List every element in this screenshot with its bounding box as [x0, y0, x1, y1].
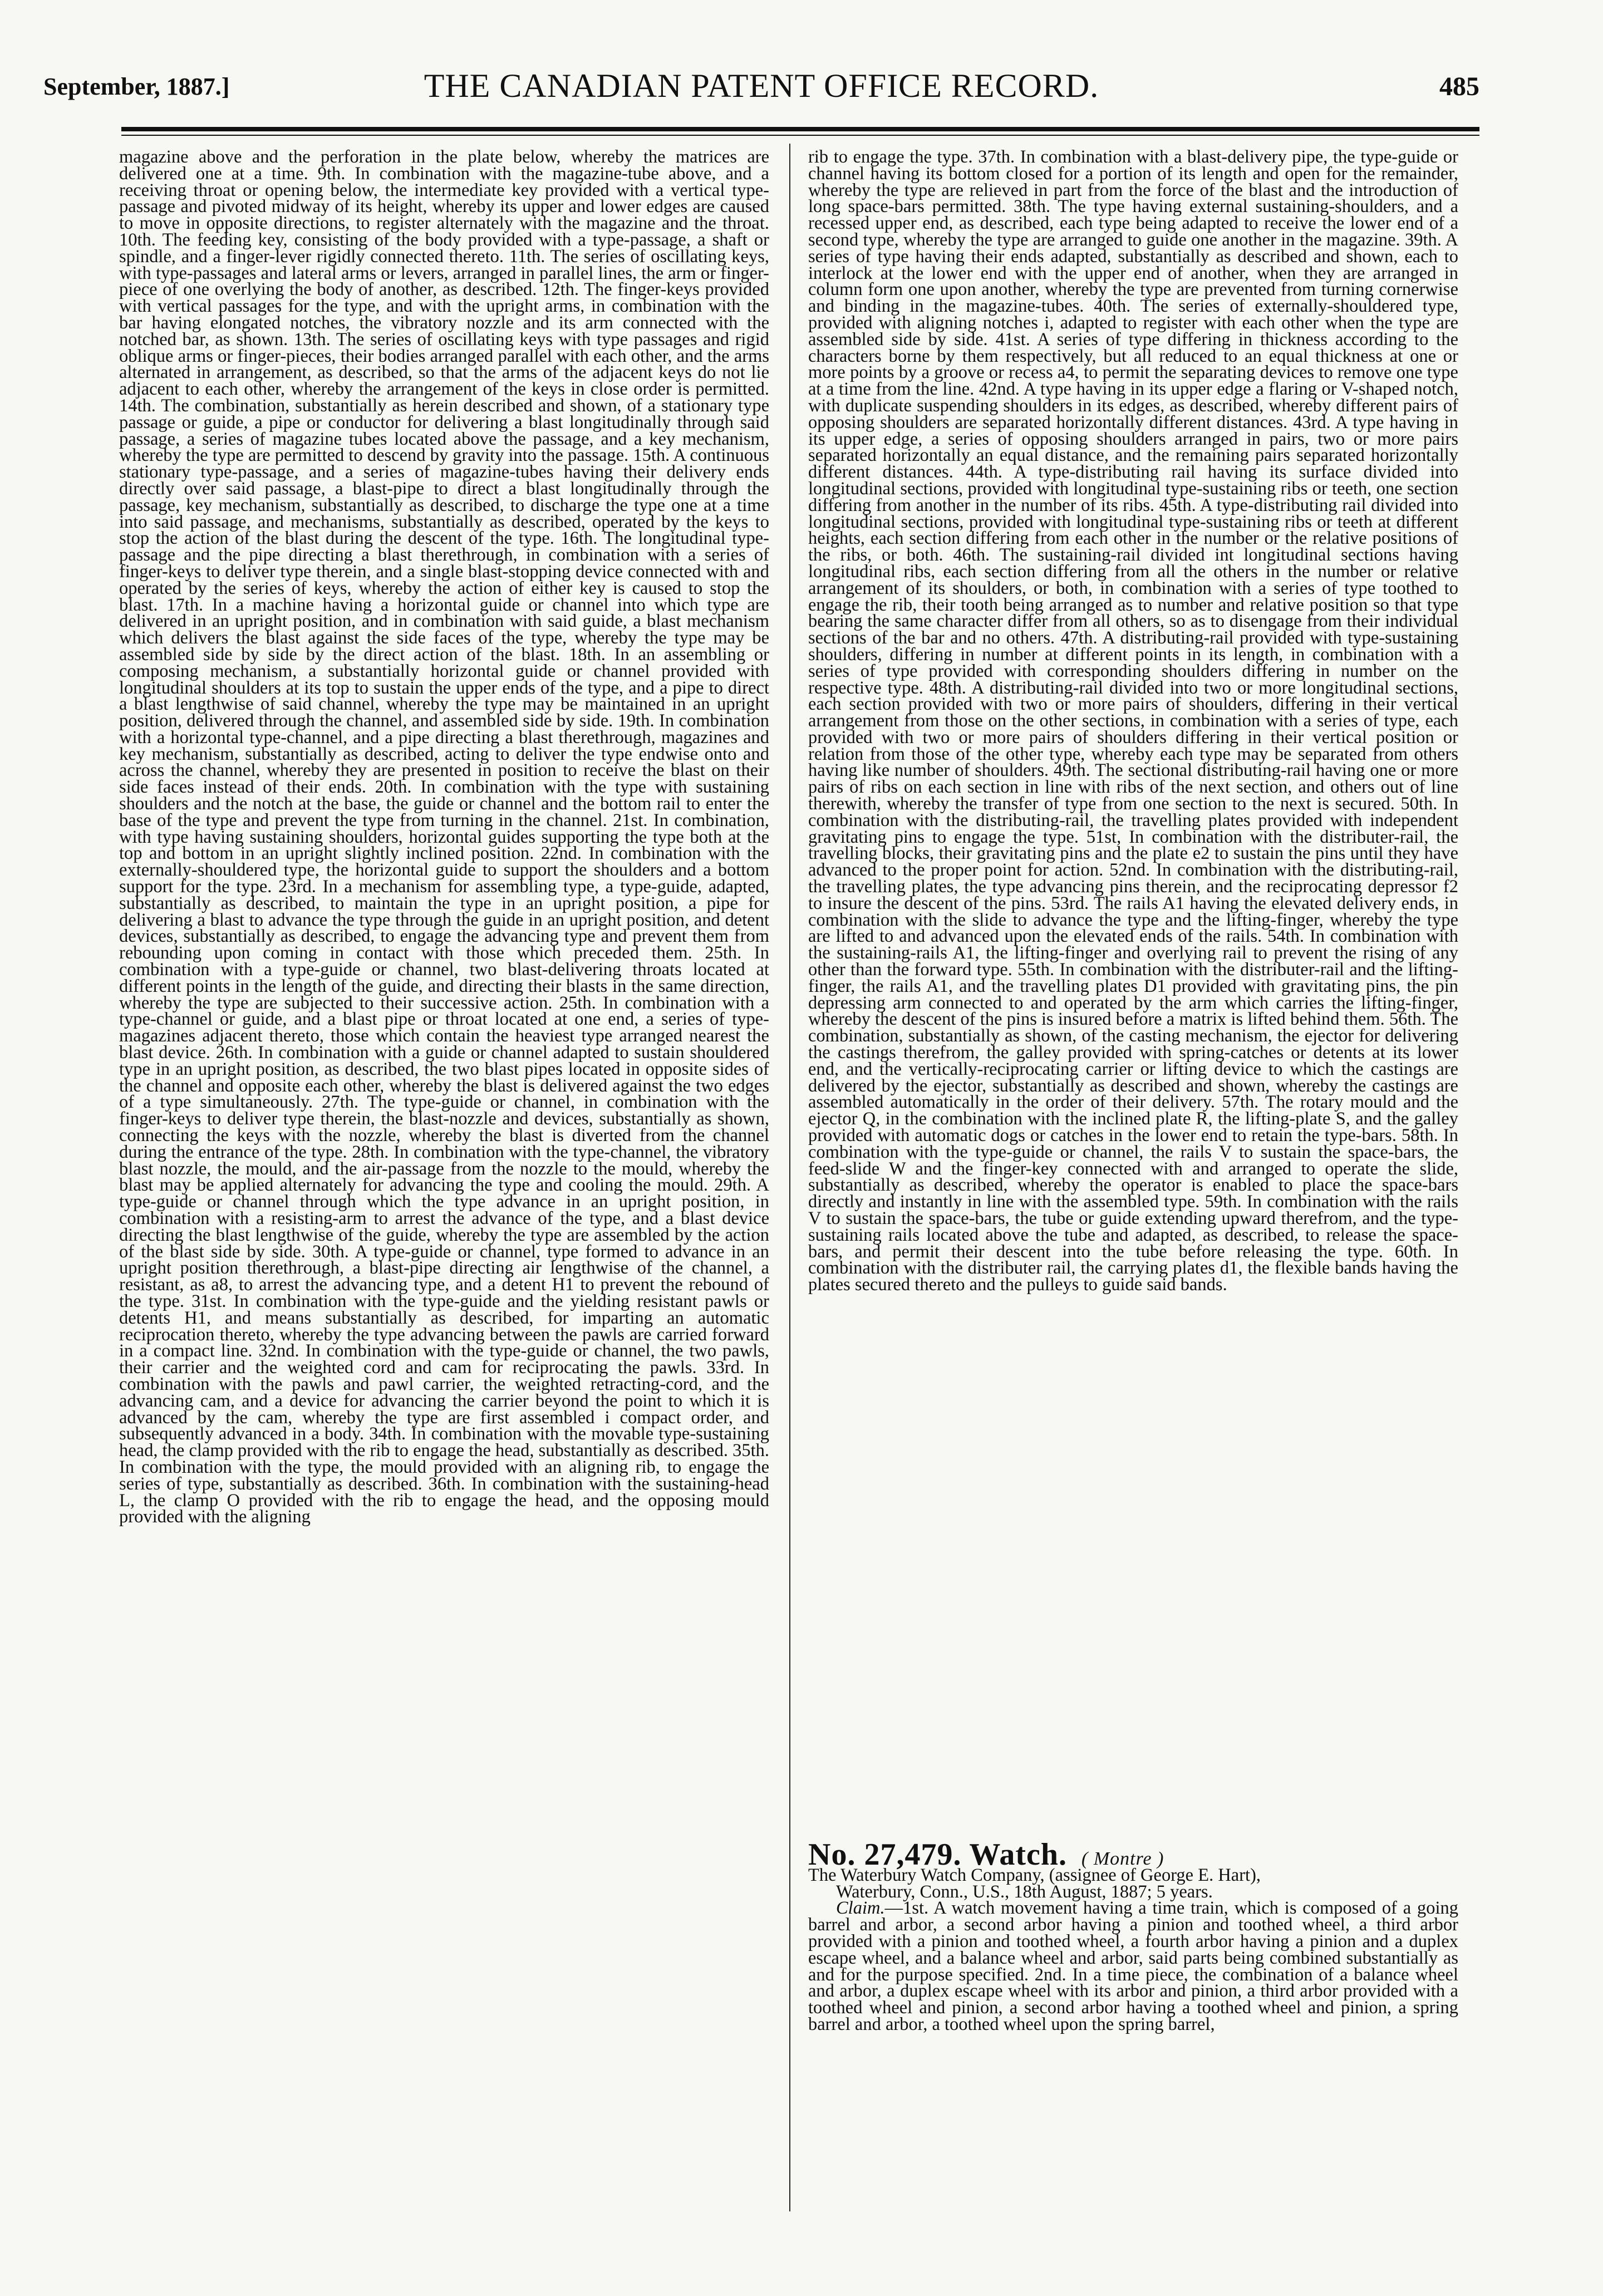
page-header — [43, 67, 1479, 117]
publication-title: THE CANADIAN PATENT OFFICE RECORD. — [424, 67, 1099, 104]
header-rule-thick — [121, 127, 1479, 131]
claim-label: Claim. — [836, 1898, 885, 1919]
issue-date: September, 1887.] — [43, 73, 230, 100]
right-column-text: rib to engage the type. 37th. In combination with a blast-delivery pipe, the type-guide or channel having its bottom closed for a portion of its length and open for the remainder, whereby the type are relieved in part from the force of the blast and the introduction of long space-bars permitted. 38th. The type having external sustaining-shoulders, and a recessed upper end, as described, each type being adapted to receive the lower end of a second type, whereby the type are arranged to guide one another in the magazine. 39th. A series of type having their ends adapted, substantially as described and shown, each to interlock at the lower end with the upper end of another, when they are arranged in column form one upon another, whereby the type are prevented from turning cornerwise and binding in the magazine-tubes. 40th. The series of externally-shouldered type, provided with aligning notches i, adapted to register with each other when the type are assembled side by side. 41st. A series of type differing in thickness according to the characters borne by them respectively, but all reduced to an equal thickness at one or more points by a groove or recess a4, to permit the separating devices to remove one type at a time from the line. 42nd. A type having in its upper edge a flaring or V-shaped notch, with duplicate suspending shoulders in its edges, as described, whereby different pairs of opposing shoulders are separated horizontally different distances. 43rd. A type having in its upper edge, a series of opposing shoulders arranged in pairs, two or more pairs separated horizontally an equal distance, and the remaining pairs separated horizontally different distances. 44th. A type-distributing rail having its surface divided into longitudinal sections, provided with longitudinal type-sustaining ribs or teeth, one section differing from another in the number of its ribs. 45th. A type-distributing rail divided into longitudinal sections, provided with longitudinal type-sustaining ribs or teeth at different heights, each section differing from each other in the number or the relative positions of the ribs, or both. 46th. The sustaining-rail divided int longitudinal sections having longitudinal ribs, each section differing from all the others in the number or relative arrangement of its shoulders, or both, in combination with a series of type toothed to engage the rib, their tooth being arranged as to number and relative position so that type bearing the same character differ from all others, so as to disengage from their individual sections of the bar and no others. 47th. A distributing-rail provided with type-sustaining shoulders, differing in number at different points in its length, in combination with a series of type provided with corresponding shoulders differing in number on the respective type. 48th. A distributing-rail divided into two or more longitudinal sections, each section provided with two or more pairs of shoulders, differing in their vertical arrangement from those on the other sections, in combination with a series of type, each provided with two or more pairs of shoulders differing in their vertical position or relation from those of the other type, whereby each type may be separated from others having like number of shoulders. 49th. The sectional distributing-rail having one or more pairs of ribs on each section in line with ribs of the next section, and others out of line therewith, whereby the transfer of type from one section to the next is secured. 50th. In combination with the distributing-rail, the travelling plates provided with independent gravitating pins to engage the type. 51st, In combination with the distributer-rail, the travelling blocks, their gravitating pins and the plate e2 to sustain the pins until they have advanced to the proper point for action. 52nd. In combination with the distributing-rail, the travelling plates, the type advancing pins therein, and the reciprocating depressor f2 to insure the descent of the pins. 53rd. The rails A1 having the elevated delivery ends, in combination with the slide to advance the type and the lifting-finger, whereby the type are lifted to and advanced upon the elevated ends of the rails. 54th. In combination with the sustaining-rails A1, the lifting-finger and overlying rail to prevent the rising of any other than the forward type. 55th. In combination with the distributer-rail and the lifting-finger, the rails A1, and the travelling plates D1 provided with gravitating pins, the pin depressing arm connected to and operated by the arm which carries the lifting-finger, whereby the descent of the pins is insured before a matrix is lifted behind them. 56th. The combination, substantially as shown, of the casting mechanism, the ejector for delivering the castings therefrom, the galley provided with spring-catches or detents at its lower end, and the vertically-reciprocating carrier or lifting device to which the castings are delivered by the ejector, substantially as described and shown, whereby the castings are assembled automatically in the order of their delivery. 57th. The rotary mould and the ejector Q, in the combination with the inclined plate R, the lifting-plate S, and the galley provided with automatic dogs or catches in the lower end to retain the type-bars. 58th. In combination with the type-guide or channel, the rails V to sustain the space-bars, the feed-slide W and the finger-key connected with and arranged to operate the slide, substantially as described, whereby the operator is enabled to place the space-bars directly and instantly in line with the assembled type. 59th. In combination with the rails V to sustain the space-bars, the tube or guide extending upward therefrom, and the type-sustaining rails located above the tube and adapted, as described, to release the space-bars, and permit their descent into the tube before releasing the type. 60th. In combination with the distributer rail, the carrying plates d1, the flexible bands having the plates secured thereto and the pulleys to guide said bands. — [808, 149, 1458, 1295]
patent-heading — [808, 1837, 1458, 1872]
patent-claim — [808, 1900, 1458, 2033]
patent-assignee — [808, 1867, 1458, 1901]
left-column — [119, 149, 769, 2203]
patent-french-title: ( Montre ) — [1081, 1848, 1164, 1869]
right-column-continuation — [808, 149, 1458, 1819]
patent-number-title: No. 27,479. Watch. — [808, 1837, 1067, 1872]
left-column-text: magazine above and the perforation in the plate below, whereby the matrices are delivered one at a time. 9th. In combination with the magazine-tube above, and a receiving throat or opening below, the intermediate key provided with a vertical type-passage and pivoted midway of its height, whereby its upper and lower edges are caused to move in opposite directions, to register alternately with the magazine and the throat. 10th. The feeding key, consisting of the body provided with a type-passage, a shaft or spindle, and a finger-lever rigidly connected thereto. 11th. The series of oscillating keys, with type-passages and lateral arms or levers, arranged in parallel lines, the arm or finger-piece of one overlying the body of another, as described. 12th. The finger-keys provided with vertical passages for the type, and with the upright arms, in combination with the bar having elongated notches, the vibratory nozzle and its arm connected with the notched bar, as shown. 13th. The series of oscillating keys with type passages and rigid oblique arms or finger-pieces, their bodies arranged parallel with each other, and the arms alternated in arrangement, as described, so that the arms of the adjacent keys do not lie adjacent to each other, whereby the arrangement of the keys in close order is permitted. 14th. The combination, substantially as herein described and shown, of a stationary type passage or guide, a pipe or conductor for delivering a blast longitudinally through said passage, a series of magazine tubes located above the passage, and a key mechanism, whereby the type are permitted to descend by gravity into the passage. 15th. A continuous stationary type-passage, and a series of magazine-tubes having their delivery ends directly over said passage, a blast-pipe to direct a blast longitudinally through the passage, key mechanism, substantially as described, to discharge the type one at a time into said passage, and mechanisms, substantially as described, operated by the keys to stop the action of the blast during the descent of the type. 16th. The longitudinal type-passage and the pipe directing a blast therethrough, in combination with a series of finger-keys to deliver type therein, and a single blast-stopping device connected with and operated by the series of keys, whereby the action of either key is caused to stop the blast. 17th. In a machine having a horizontal guide or channel into which type are delivered in an upright position, and in combination with said guide, a blast mechanism which delivers the blast against the side faces of the type, whereby the type may be assembled side by side by the direct action of the blast. 18th. In an assembling or composing mechanism, a substantially horizontal guide or channel provided with longitudinal shoulders at its top to sustain the upper ends of the type, and a pipe to direct a blast lengthwise of said channel, whereby the type may be maintained in an upright position, delivered through the channel, and assembled side by side. 19th. In combination with a horizontal type-channel, and a pipe directing a blast therethrough, magazines and key mechanism, substantially as described, acting to deliver the type endwise onto and across the channel, whereby they are presented in position to receive the blast on their side faces instead of their ends. 20th. In combination with the type with sustaining shoulders and the notch at the base, the guide or channel and the bottom rail to enter the base of the type and prevent the type from turning in the channel. 21st. In combination, with type having sustaining shoulders, horizontal guides supporting the type both at the top and bottom in an upright slightly inclined position. 22nd. In combination with the externally-shouldered type, the horizontal guide to support the shoulders and a bottom support for the type. 23rd. In a mechanism for assembling type, a type-guide, adapted, substantially as described, to maintain the type in an upright position, a pipe for delivering a blast to advance the type through the guide in an upright position, and detent devices, substantially as described, to engage the advancing type and prevent them from rebounding upon coming in contact with those which preceded them. 25th. In combination with a type-guide or channel, two blast-delivering throats located at different points in the length of the guide, and directing their blasts in the same direction, whereby the type are subjected to their successive action. 25th. In combination with a type-channel or guide, and a blast pipe or throat located at one end, a series of type-magazines adjacent thereto, those which contain the heaviest type arranged nearest the blast device. 26th. In combination with a guide or channel adapted to sustain shouldered type in an upright position, as described, the two blast pipes located in opposite sides of the channel and opposite each other, whereby the blast is delivered against the two edges of a type simultaneously. 27th. The type-guide or channel, in combination with the finger-keys to deliver type therein, the blast-nozzle and devices, substantially as shown, connecting the keys with the nozzle, whereby the blast is diverted from the channel during the entrance of the type. 28th. In combination with the type-channel, the vibratory blast nozzle, the mould, and the air-passage from the nozzle to the mould, whereby the blast may be applied alternately for advancing the type and cooling the mould. 29th. A type-guide or channel through which the type advance in an upright position, in combination with a resisting-arm to arrest the advance of the type, and a blast device directing the blast lengthwise of the guide, whereby the type are assembled by the action of the blast side by side. 30th. A type-guide or channel, type formed to advance in an upright position therethrough, a blast-pipe directing air lengthwise of the channel, a resistant, as a8, to arrest the advancing type, and a detent H1 to prevent the rebound of the type. 31st. In combination with the type-guide and the yielding resistant pawls or detents H1, and means substantially as described, for imparting an automatic reciprocation thereto, whereby the type advancing between the pawls are carried forward in a compact line. 32nd. In combination with the type-guide or channel, the two pawls, their carrier and the weighted cord and cam for reciprocating the pawls. 33rd. In combination with the pawls and pawl carrier, the weighted retracting-cord, and the advancing cam, and a device for advancing the carrier beyond the point to which it is advanced by the cam, whereby the type are first assembled i compact order, and subsequently advanced in a body. 34th. In combination with the movable type-sustaining head, the clamp provided with the rib to engage the head, substantially as described. 35th. In combination with the type, the mould provided with an aligning rib, to engage the series of type, substantially as described. 36th. In combination with the sustaining-head L, the clamp O provided with the rib to engage the head, and the opposing mould provided with the aligning — [119, 149, 769, 1527]
assignee-line-1: The Waterbury Watch Company, (assignee of George E. Hart), — [808, 1865, 1261, 1885]
claim-text: —1st. A watch movement having a time train, which is composed of a going barrel and arbor, a second arbor having a pinion and toothed wheel, a third arbor provided with a pinion and toothed wheel, a fourth arbor having a pinion and a duplex escape wheel, and a balance wheel and arbor, said parts being combined substantially as and for the purpose specified. 2nd. In a time piece, the combination of a balance wheel and arbor, a duplex escape wheel with its arbor and pinion, a third arbor provided with a toothed wheel and pinion, a second arbor having a toothed wheel and pinion, a spring barrel and arbor, a toothed wheel upon the spring barrel, — [808, 1898, 1458, 2034]
column-divider — [789, 144, 790, 2211]
header-rule-thin — [121, 135, 1479, 136]
right-column — [808, 149, 1458, 2203]
page-number: 485 — [1439, 72, 1479, 101]
assignee-line-2: Waterbury, Conn., U.S., 18th August, 1887; 5 years. — [836, 1881, 1213, 1902]
